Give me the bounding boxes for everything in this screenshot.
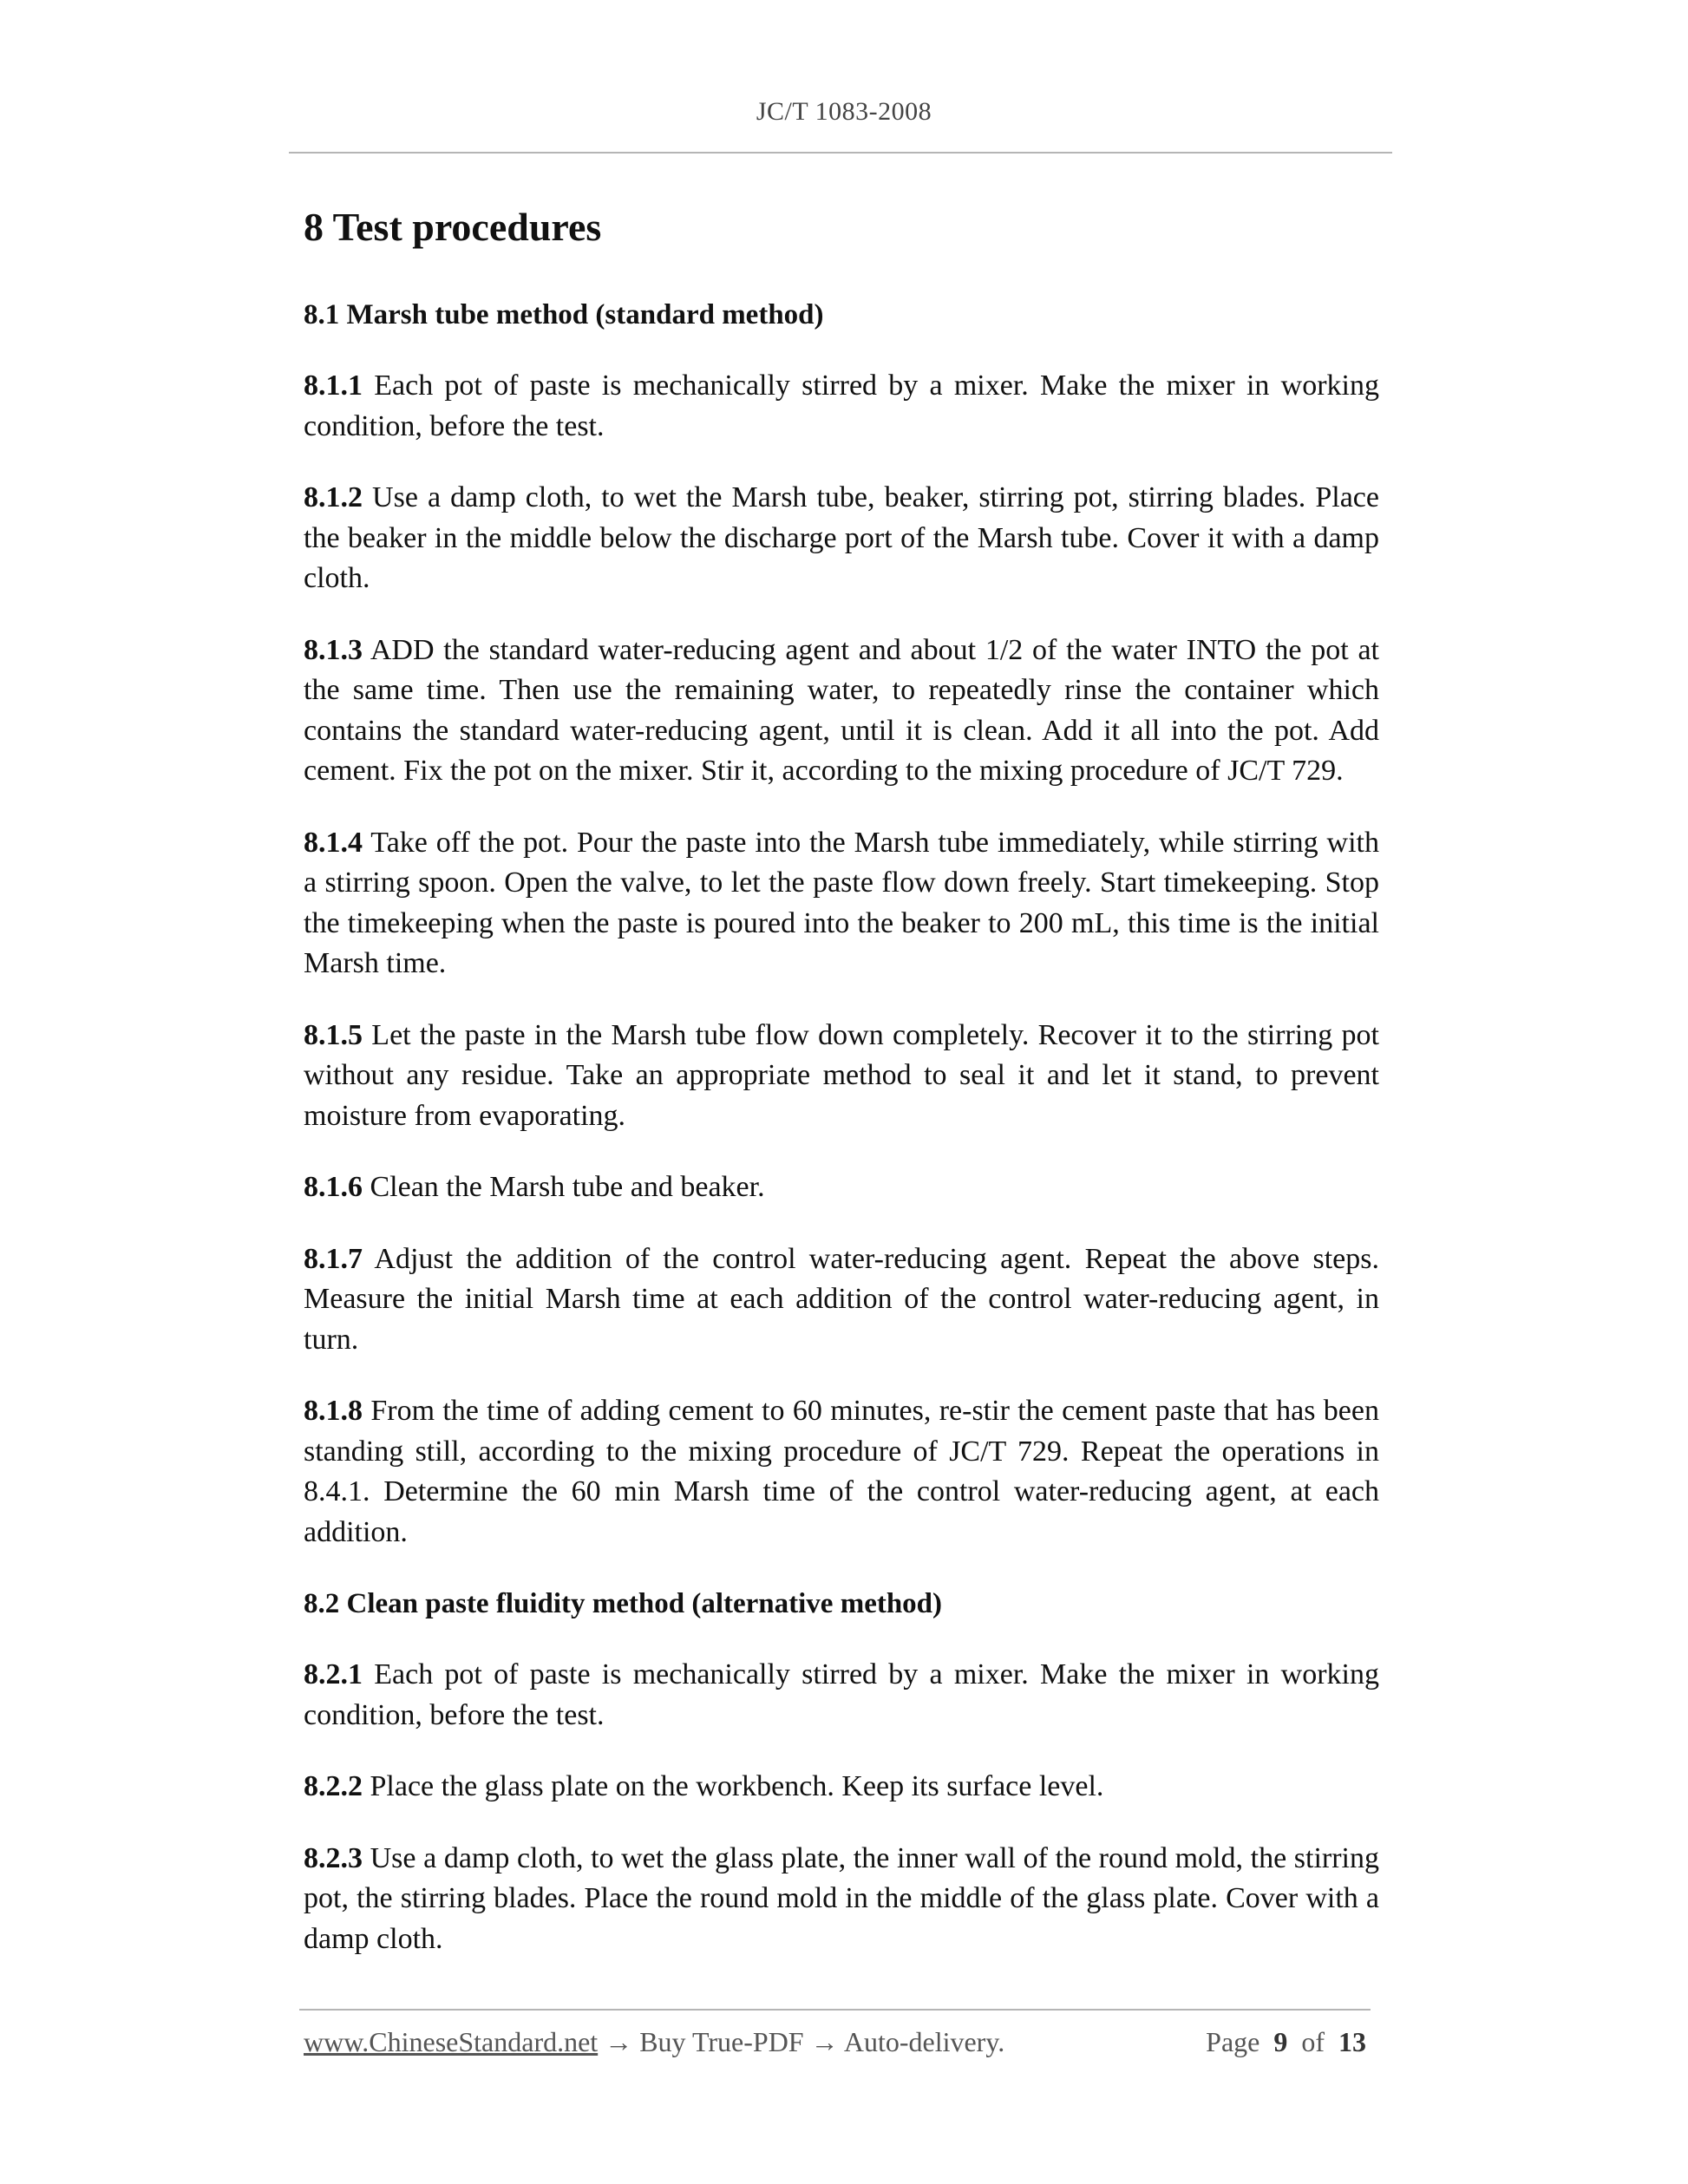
clause-text: Adjust the addition of the control water-reducing agent. Repeat the above steps. Measure the initial Marsh time at each addition of the control water-reducing agent, in turn. (304, 1242, 1379, 1356)
clause-8-1-2 (304, 478, 1379, 599)
page-footer (304, 2026, 1366, 2058)
page-total: 13 (1338, 2026, 1366, 2057)
clause-text: Each pot of paste is mechanically stirred by a mixer. Make the mixer in working condition, before the test. (304, 1658, 1379, 1731)
clause-number: 8.1.8 (304, 1395, 363, 1427)
footer-promo (304, 2026, 1004, 2058)
page-indicator (1206, 2026, 1366, 2058)
clause-8-1-3 (304, 631, 1379, 792)
clause-text: Let the paste in the Marsh tube flow down completely. Recover it to the stirring pot without any residue. Take an appropriate method to seal it and let it stand, to prevent moisture from evaporating. (304, 1018, 1379, 1132)
clause-text: From the time of adding cement to 60 minutes, re-stir the cement paste that has been standing still, according to the mixing procedure of JC/T 729. Repeat the operations in 8.4.1. Determine the 60 min Marsh time of the control water-reducing agent, at each addition. (304, 1395, 1379, 1548)
footer-promo-text: → Buy True-PDF → Auto-delivery. (598, 2026, 1005, 2057)
clause-text: Take off the pot. Pour the paste into the Marsh tube immediately, while stirring with a stirring spoon. Open the valve, to let the paste flow down freely. Start timekeeping. Stop the timekeeping when the paste is poured into the beaker to 200 mL, this time is the initial Marsh time. (304, 826, 1379, 979)
clause-number: 8.1.6 (304, 1171, 363, 1203)
document-code-header: JC/T 1083-2008 (756, 97, 932, 126)
clause-number: 8.1.1 (304, 369, 363, 402)
page-label: Page (1206, 2026, 1260, 2057)
clause-text: ADD the standard water-reducing agent and about 1/2 of the water INTO the pot at the same time. Then use the remaining water, to repeatedly rinse the container which contains the standard water-reducing agent, until it is clean. Add it all into the pot. Add cement. Fix the pot on the mixer. Stir it, according to the mixing procedure of JC/T 729. (304, 633, 1379, 787)
clause-8-2-3 (304, 1839, 1379, 1960)
clause-number: 8.1.3 (304, 633, 363, 666)
clause-number: 8.2.3 (304, 1841, 363, 1874)
clause-text: Use a damp cloth, to wet the Marsh tube, beaker, stirring pot, stirring blades. Place the beaker in the middle below the discharge port of the Marsh tube. Cover it with a damp cloth. (304, 481, 1379, 594)
clause-8-1-5 (304, 1016, 1379, 1137)
clause-number: 8.1.2 (304, 481, 363, 513)
clause-8-1-6 (304, 1167, 1379, 1208)
footer-divider (299, 2009, 1371, 2011)
clause-8-1-4 (304, 823, 1379, 984)
clause-text: Clean the Marsh tube and beaker. (363, 1171, 765, 1203)
page-content (304, 198, 1379, 1991)
clause-8-2-2 (304, 1767, 1379, 1808)
clause-8-1-8 (304, 1391, 1379, 1553)
subsection-title-8-1: 8.1 Marsh tube method (standard method) (304, 299, 824, 330)
clause-8-1-7 (304, 1239, 1379, 1361)
clause-number: 8.1.5 (304, 1018, 363, 1051)
clause-text: Each pot of paste is mechanically stirred by a mixer. Make the mixer in working condition, before the test. (304, 369, 1379, 442)
clause-8-2-1 (304, 1655, 1379, 1736)
clause-8-1-1 (304, 366, 1379, 447)
clause-number: 8.2.2 (304, 1770, 363, 1802)
page-number: 9 (1273, 2026, 1288, 2057)
clause-number: 8.1.4 (304, 826, 363, 859)
clause-text: Place the glass plate on the workbench. Keep its surface level. (363, 1770, 1104, 1802)
clause-text: Use a damp cloth, to wet the glass plate, the inner wall of the round mold, the stirring pot, the stirring blades. Place the round mold in the middle of the glass plate. Cover with a damp cloth. (304, 1841, 1379, 1955)
website-link[interactable]: www.ChineseStandard.net (304, 2026, 599, 2057)
clause-number: 8.1.7 (304, 1242, 363, 1275)
of-label: of (1301, 2026, 1325, 2057)
clause-number: 8.2.1 (304, 1658, 363, 1690)
header-divider (289, 152, 1392, 154)
subsection-title-8-2: 8.2 Clean paste fluidity method (alternative method) (304, 1588, 943, 1619)
section-title: 8 Test procedures (304, 205, 602, 249)
